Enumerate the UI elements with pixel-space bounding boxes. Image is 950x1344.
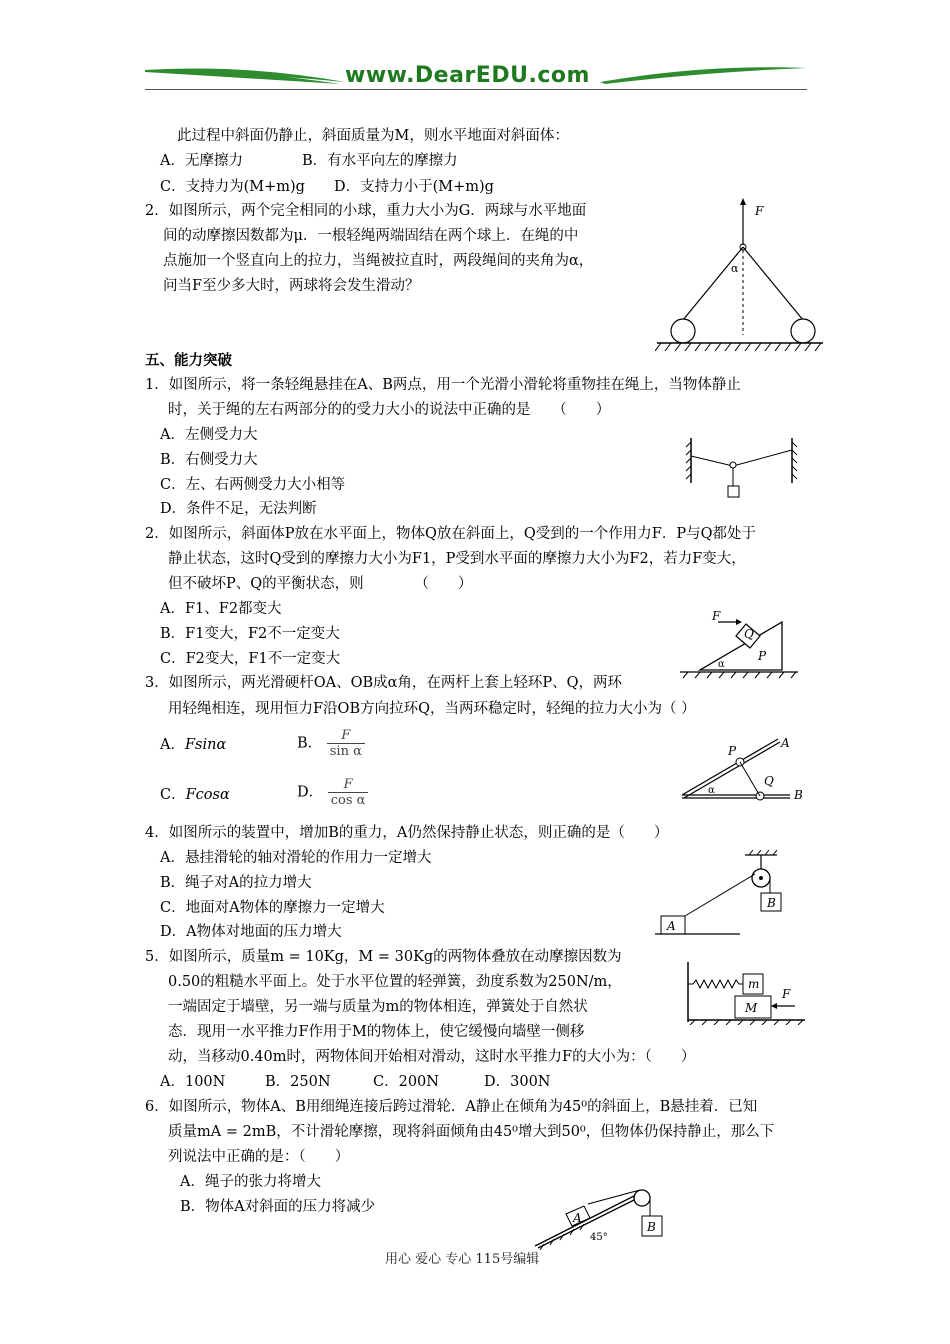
q1-line-1: 1．如图所示，将一条轻绳悬挂在A、B两点，用一个光滑小滑轮将重物挂在绳上，当物体静止 — [145, 377, 741, 393]
q5-option-b: B．250N — [265, 1074, 331, 1090]
intro-line: 此过程中斜面仍静止，斜面质量为M，则水平地面对斜面体： — [177, 128, 569, 144]
option-label: D． — [297, 784, 324, 801]
option-value: Fsinα — [184, 737, 227, 753]
fraction-numerator: F — [327, 728, 365, 744]
figure-label-A: A — [573, 1211, 582, 1225]
q2pre-line-1: 2．如图所示，两个完全相同的小球，重力大小为G．两球与水平地面 — [145, 203, 587, 219]
q3-option-a — [160, 735, 226, 755]
intro-option-b: B．有水平向左的摩擦力 — [302, 153, 458, 169]
intro-option-a: A．无摩擦力 — [160, 153, 243, 169]
q3-option-d — [297, 777, 368, 808]
option-label: C． — [160, 787, 186, 803]
rods-rings-figure — [678, 733, 810, 803]
incline-pq-figure — [680, 608, 800, 680]
incline-pulley-figure — [530, 1180, 670, 1250]
q6-option-b: B．物体A对斜面的压力将减少 — [180, 1199, 376, 1215]
intro-option-c: C．支持力为(M+m)g — [160, 179, 305, 195]
figure-label-F: F — [712, 609, 721, 623]
figure-label-B: B — [767, 896, 776, 910]
option-label: B． — [297, 735, 323, 752]
q1-option-b: B．右侧受力大 — [160, 452, 258, 468]
fraction-denominator: cos α — [330, 793, 366, 808]
q2-option-b: B．F1变大，F2不一定变大 — [160, 626, 340, 642]
q3-option-c — [160, 785, 230, 805]
figure-label-alpha: α — [708, 785, 715, 796]
q3-option-b — [297, 728, 365, 759]
q2pre-line-3: 点施加一个竖直向上的拉力，当绳被拉直时，两段绳间的夹角为α， — [163, 253, 594, 269]
figure-label-angle: 45° — [590, 1232, 608, 1243]
q6-line-2: 质量mA = 2mB，不计滑轮摩擦，现将斜面倾角由45⁰增大到50⁰，但物体仍保持静止，那么下 — [168, 1124, 775, 1140]
intro-option-d: D．支持力小于(M+m)g — [334, 179, 494, 195]
q5-option-a: A．100N — [160, 1074, 226, 1090]
q3-line-1: 3．如图所示，两光滑硬杆OA、OB成α角，在两杆上套上轻环P、Q，两环 — [145, 675, 623, 691]
q6-option-a: A．绳子的张力将增大 — [180, 1174, 321, 1190]
two-balls-figure — [655, 195, 825, 355]
figure-label-P: P — [728, 744, 737, 758]
figure-label-F: F — [755, 204, 764, 218]
figure-label-Q: Q — [744, 627, 754, 641]
fraction — [327, 728, 365, 759]
q2-option-a: A．F1、F2都变大 — [160, 601, 282, 617]
q5-line-1: 5．如图所示，质量m = 10Kg，M = 30Kg的两物体叠放在动摩擦因数为 — [145, 949, 622, 965]
q4-option-d: D．A物体对地面的压力增大 — [160, 924, 342, 940]
q2pre-line-4: 问当F至少多大时，两球将会发生滑动？ — [163, 278, 420, 294]
q2pre-line-2: 间的动摩擦因数都为μ．一根轻绳两端固结在两个球上．在绳的中 — [163, 228, 579, 244]
figure-label-A: A — [667, 919, 676, 933]
q1-line-2: 时，关于绳的左右两部分的的受力大小的说法中正确的是 （ ） — [168, 402, 611, 418]
q6-line-1: 6．如图所示，物体A、B用细绳连接后跨过滑轮．A静止在倾角为45⁰的斜面上，B悬挂着．已知 — [145, 1099, 758, 1115]
q4-option-a: A．悬挂滑轮的轴对滑轮的作用力一定增大 — [160, 850, 432, 866]
figure-label-Q: Q — [764, 774, 774, 788]
q2-option-c: C．F2变大，F1不一定变大 — [160, 651, 341, 667]
figure-label-alpha: α — [731, 262, 739, 275]
figure-label-alpha: α — [718, 659, 725, 670]
fraction — [328, 777, 369, 808]
q5-option-d: D．300N — [484, 1074, 551, 1090]
q5-line-4: 态．现用一水平推力F作用于M的物体上，使它缓慢向墙壁一侧移 — [168, 1024, 585, 1040]
figure-label-m: m — [748, 977, 760, 991]
q5-option-c: C．200N — [373, 1074, 439, 1090]
q1-option-a: A．左侧受力大 — [160, 427, 258, 443]
figure-label-B: B — [794, 788, 803, 802]
pulley-ab-figure — [655, 850, 805, 940]
q2-line-2: 静止状态，这时Q受到的摩擦力大小为F1，P受到水平面的摩擦力大小为F2，若力F变大， — [168, 551, 746, 567]
q1-option-d: D．条件不足，无法判断 — [160, 501, 317, 517]
option-value: Fcosα — [185, 787, 230, 803]
q2-line-3: 但不破坏P、Q的平衡状态，则 （ ） — [168, 576, 473, 592]
footer-text: 用心 爱心 专心 115号编辑 — [385, 1252, 540, 1267]
q1-option-c: C．左、右两侧受力大小相等 — [160, 477, 346, 493]
q5-line-3: 一端固定于墙壁，另一端与质量为m的物体相连，弹簧处于自然状 — [168, 999, 588, 1015]
header-site-name: www.DearEDU.com — [345, 63, 590, 88]
figure-label-B: B — [647, 1220, 656, 1234]
figure-label-M: M — [745, 1001, 758, 1015]
q4-option-c: C．地面对A物体的摩擦力一定增大 — [160, 900, 385, 916]
q3-line-2: 用轻绳相连，现用恒力F沿OB方向拉环Q，当两环稳定时，轻绳的拉力大小为（ ） — [168, 701, 696, 717]
q2-line-1: 2．如图所示，斜面体P放在水平面上，物体Q放在斜面上，Q受到的一个作用力F．P与Q都处于 — [145, 526, 756, 542]
spring-blocks-figure — [685, 960, 810, 1025]
q4-line-1: 4．如图所示的装置中，增加B的重力，A仍然保持静止状态，则正确的是（ ） — [145, 825, 669, 841]
q6-line-3: 列说法中正确的是：（ ） — [168, 1149, 350, 1165]
option-label: A． — [160, 737, 185, 753]
section-title: 五、能力突破 — [145, 352, 232, 369]
q5-line-2: 0.50的粗糙水平面上。处于水平位置的轻弹簧，劲度系数为250N/m， — [168, 974, 622, 990]
hanging-rope-figure — [685, 438, 800, 508]
figure-label-A: A — [781, 736, 790, 750]
fraction-denominator: sin α — [329, 744, 362, 759]
figure-label-P: P — [758, 649, 767, 663]
q4-option-b: B．绳子对A的拉力增大 — [160, 875, 312, 891]
fraction-numerator: F — [328, 777, 369, 793]
figure-label-F: F — [782, 987, 791, 1001]
q5-line-5: 动，当移动0.40m时，两物体间开始相对滑动，这时水平推力F的大小为：（ ） — [168, 1049, 696, 1065]
header-rule — [145, 89, 807, 90]
